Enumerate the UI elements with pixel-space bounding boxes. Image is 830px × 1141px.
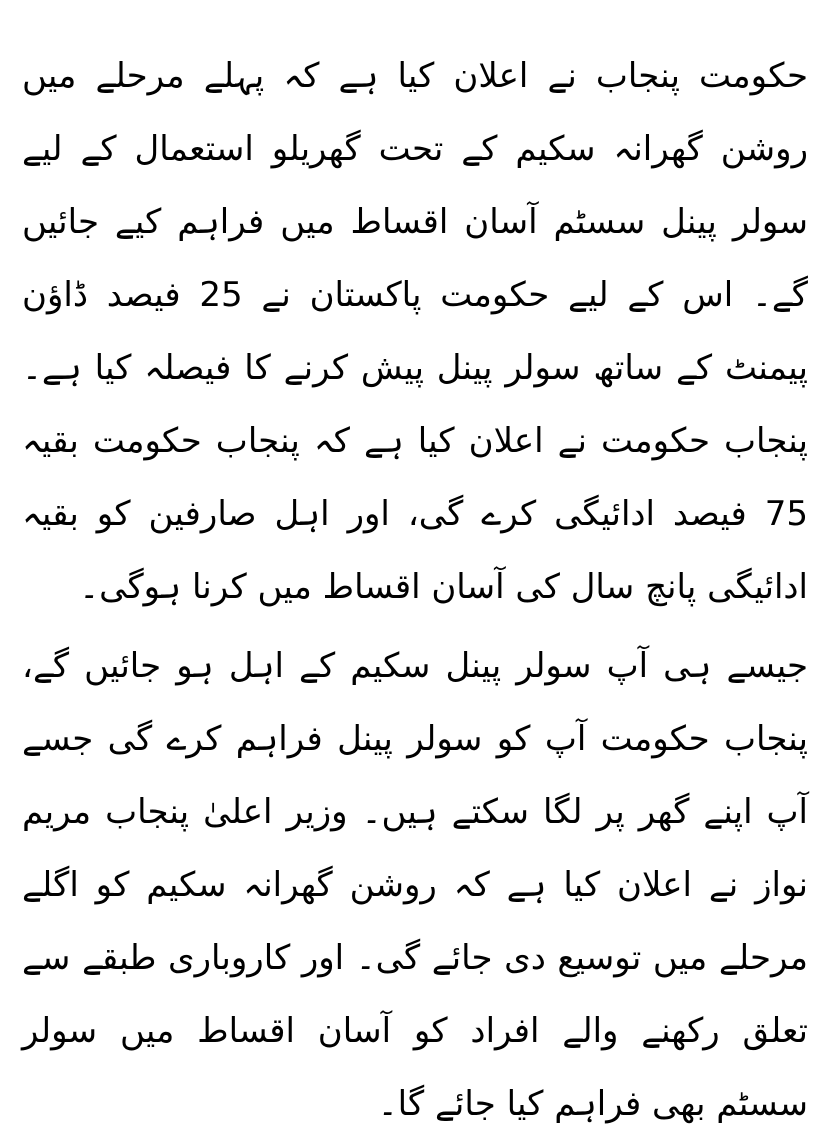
paragraph-1: حکومت پنجاب نے اعلان کیا ہے کہ پہلے مرحلے میں روشن گھرانہ سکیم کے تحت گھریلو استعمال کے لیے سولر پینل سسٹم آسان اقساط میں فراہم کیے جائیں گے۔ اس کے لیے حکومت پاکستان نے 25 فیصد ڈاؤن پیمنٹ کے ساتھ سولر پینل پیش کرنے کا فیصلہ کیا ہے۔ پنجاب حکومت نے اعلان کیا ہے کہ پنجاب حکومت بقیہ 75 فیصد ادائیگی کرے گی، اور اہل صارفین کو بقیہ ادائیگی پانچ سال کی آسان اقساط میں کرنا ہوگی۔ [22,56,808,607]
paragraph-2: جیسے ہی آپ سولر پینل سکیم کے اہل ہو جائیں گے، پنجاب حکومت آپ کو سولر پینل فراہم کرے گی جسے آپ اپنے گھر پر لگا سکتے ہیں۔ وزیر اعلیٰ پنجاب مریم نواز نے اعلان کیا ہے کہ روشن گھرانہ سکیم کو اگلے مرحلے میں توسیع دی جائے گی۔ اور کاروباری طبقے سے تعلق رکھنے والے افراد کو آسان اقساط میں سولر سسٹم بھی فراہم کیا جائے گا۔ [22,646,808,1124]
article-body [22,40,808,1141]
